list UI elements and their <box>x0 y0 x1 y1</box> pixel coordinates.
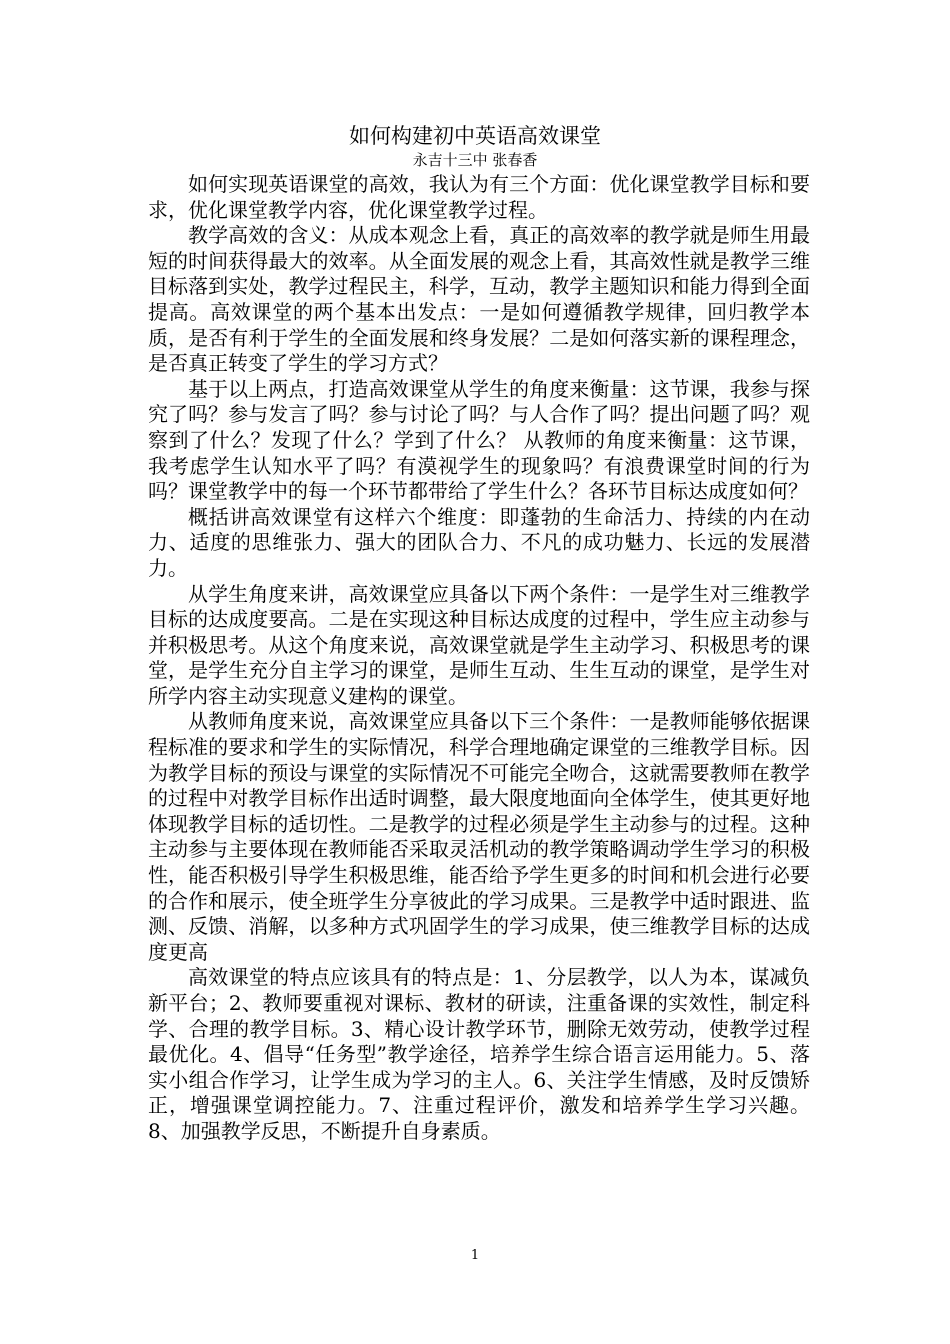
paragraph: 概括讲高效课堂有这样六个维度：即蓬勃的生命活力、持续的内在动力、适度的思维张力、强大的团队合力、不凡的成功魅力、长远的发展潜力。 <box>148 504 810 580</box>
paragraph: 基于以上两点，打造高效课堂从学生的角度来衡量：这节课，我参与探究了吗？参与发言了吗？参与讨论了吗？与人合作了吗？提出问题了吗？观察到了什么？发现了什么？学到了什么？ 从教师的角度来衡量：这节课，我考虑学生认知水平了吗？有漠视学生的现象吗？有浪费课堂时间的行为吗？课堂教学中的每一个环节都带给了学生什么？各环节目标达成度如何？ <box>148 376 810 504</box>
paragraph: 如何实现英语课堂的高效，我认为有三个方面：优化课堂教学目标和要求，优化课堂教学内容，优化课堂教学过程。 <box>148 172 810 222</box>
document-author: 永吉十三中 张春香 <box>412 151 538 169</box>
paragraph: 教学高效的含义：从成本观念上看，真正的高效率的教学就是师生用最短的时间获得最大的效率。从全面发展的观念上看，其高效性就是教学三维目标落到实处，教学过程民主，科学，互动，教学主题知识和能力得到全面提高。高效课堂的两个基本出发点：一是如何遵循教学规律，回归教学本质，是否有利于学生的全面发展和终身发展？二是如何落实新的课程理念，是否真正转变了学生的学习方式？ <box>148 223 810 376</box>
paragraph: 从学生角度来讲，高效课堂应具备以下两个条件：一是学生对三维教学目标的达成度要高。二是在实现这种目标达成度的过程中，学生应主动参与并积极思考。从这个角度来说，高效课堂就是学生主动学习、积极思考的课堂，是学生充分自主学习的课堂，是师生互动、生生互动的课堂，是学生对所学内容主动实现意义建构的课堂。 <box>148 581 810 708</box>
page-number: 1 <box>470 1248 480 1263</box>
paragraph: 高效课堂的特点应该具有的特点是：1、分层教学，以人为本，谋减负新平台；2、教师要重视对课标、教材的研读，注重备课的实效性，制定科学、合理的教学目标。3、精心设计教学环节，删除无效劳动，使教学过程最优化。4、倡导“任务型”教学途径，培养学生综合语言运用能力。5、落实小组合作学习，让学生成为学习的主人。6、关注学生情感，及时反馈矫正，增强课堂调控能力。7、注重过程评价，激发和培养学生学习兴趣。8、加强教学反思，不断提升自身素质。 <box>148 965 810 1143</box>
document-title: 如何构建初中英语高效课堂 <box>349 124 601 148</box>
paragraph: 从教师角度来说，高效课堂应具备以下三个条件：一是教师能够依据课程标准的要求和学生的实际情况，科学合理地确定课堂的三维教学目标。因为教学目标的预设与课堂的实际情况不可能完全吻合，这就需要教师在教学的过程中对教学目标作出适时调整，最大限度地面向全体学生，使其更好地体现教学目标的适切性。二是教学的过程必须是学生主动参与的过程。这种主动参与主要体现在教师能否采取灵活机动的教学策略调动学生学习的积极性，能否积极引导学生积极思维，能否给予学生更多的时间和机会进行必要的合作和展示，使全班学生分享彼此的学习成果。三是教学中适时跟进、监测、反馈、消解，以多种方式巩固学生的学习成果，使三维教学目标的达成度更高 <box>148 709 810 964</box>
document-body <box>148 172 810 1145</box>
